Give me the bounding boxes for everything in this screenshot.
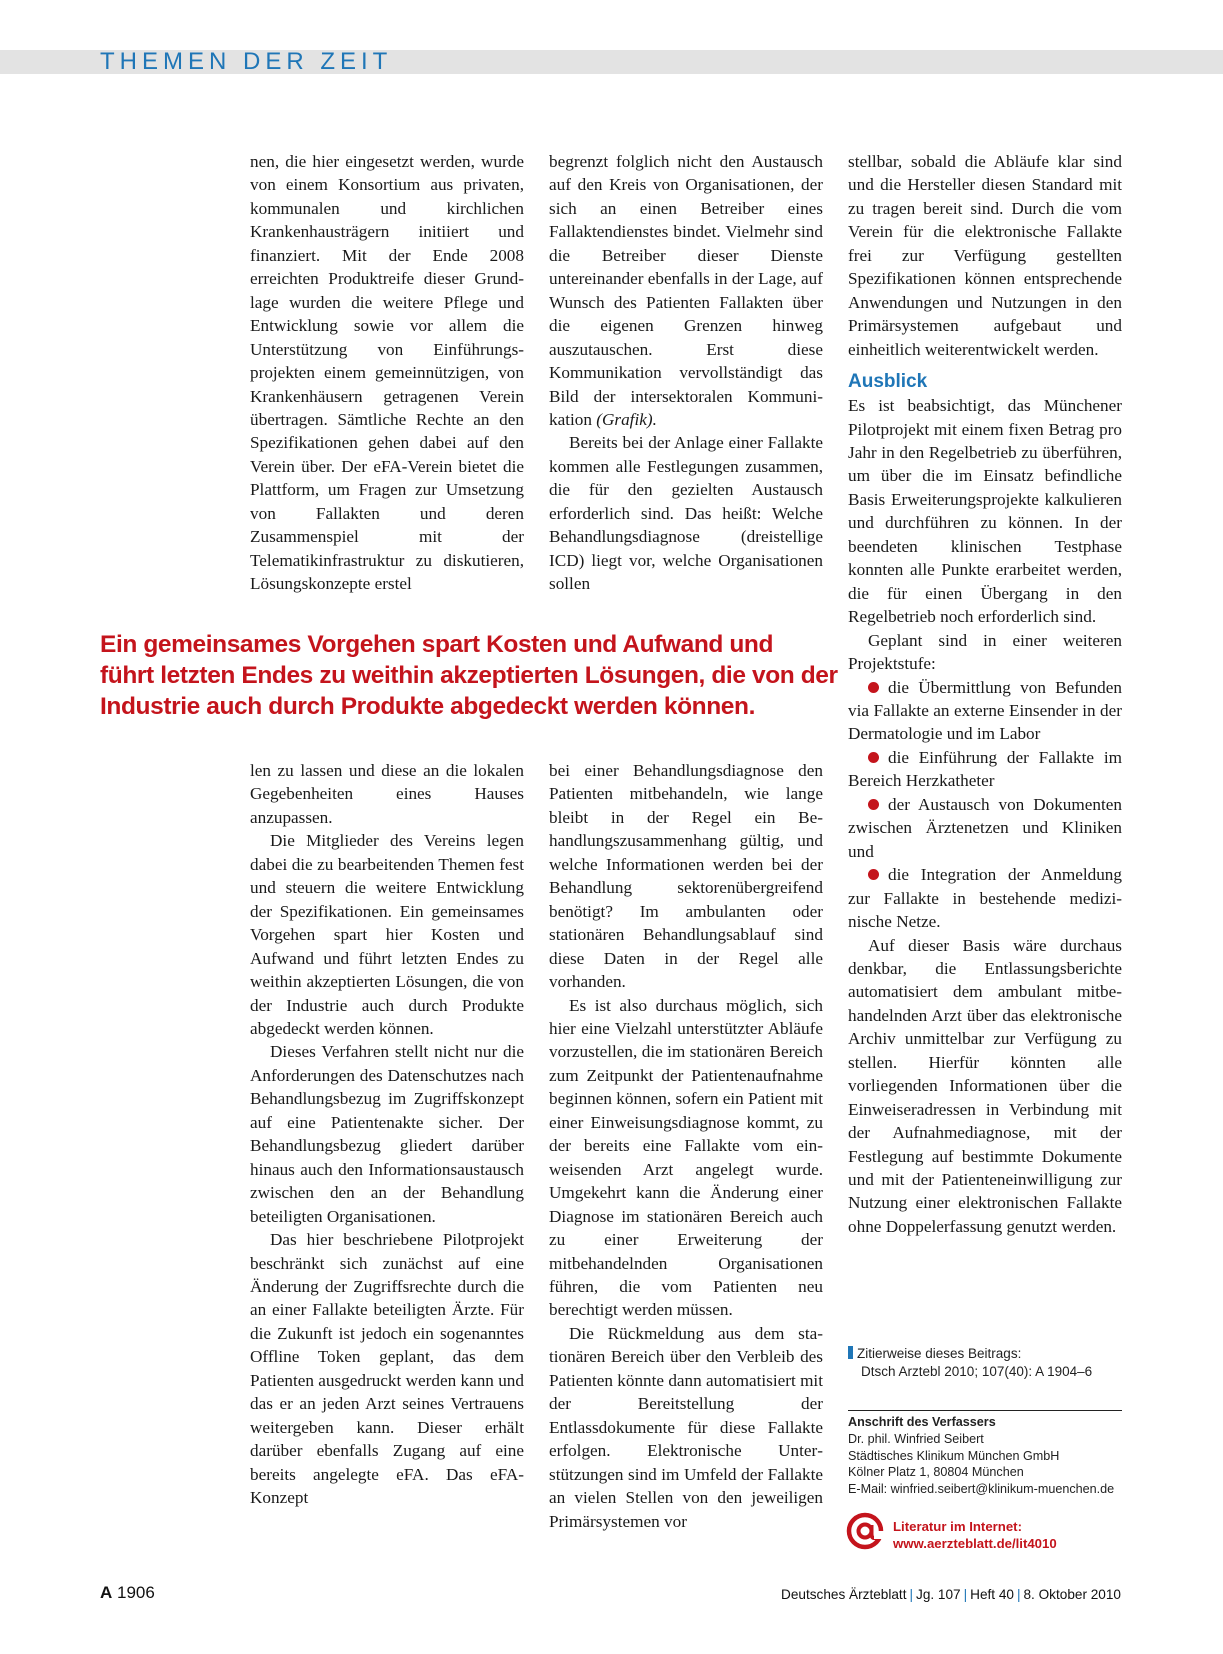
bullet-item: [848, 863, 1122, 933]
literature-link[interactable]: [893, 1518, 1057, 1552]
column-1-bottom: [250, 759, 524, 1510]
column-2-bottom: [549, 759, 823, 1533]
column-3: [848, 150, 1122, 1238]
paragraph: Das hier beschriebene Pilotprojekt beschränkt sich zunächst auf eine Änderung der Zugriffsrechte durch die an einer Fallakte beteiligten Ärzte. Für die Zukunft ist jedoch ein sogenanntes Offline Token geplant, das dem Patienten ausgedruckt werden kann und das er an jeden Arzt seines Vertrauens weitergeben kann. Dieser erhält darüber ebenfalls Zugang auf eine bereits angelegte eFA. Das eFA-Konzept: [250, 1230, 524, 1508]
paragraph: [549, 150, 823, 431]
journal-date: 8. Oktober 2010: [1023, 1587, 1121, 1602]
paragraph: stellbar, sobald die Abläufe klar sind und die Hersteller diesen Standard mit zu tragen bereit sind. Durch die vom Verein für die elektronische Fallakte frei zur Verfügung gestellten Spezifikationen können entsprechende Anwendungen und Nutzungen in den Primärsystemen aufgebaut und einheitlich weiterentwickelt werden.: [848, 152, 1122, 359]
footer-journal-info: [781, 1586, 1121, 1604]
separator: |: [963, 1587, 968, 1602]
page-number: [100, 1583, 155, 1603]
page-prefix: A: [100, 1583, 113, 1602]
column-1-top: [250, 150, 524, 596]
journal-name: Deutsches Ärzteblatt: [781, 1587, 907, 1602]
citation-reference: Dtsch Arztebl 2010; 107(40): A 1904–6: [861, 1364, 1093, 1379]
bullet-list: [848, 676, 1122, 934]
journal-issue: Heft 40: [970, 1587, 1014, 1602]
paragraph: bei einer Behandlungsdiagnose den Patienten mitbehandeln, wie lange bleibt in der Regel ein Behandlungszusammenhang gültig, und welche Informationen werden bei der Behandlung sektorenübergreifend benötigt? Im ambulanten oder stationären Behandlungsablauf sind diese Daten in der Regel alle vorhanden.: [549, 761, 823, 992]
author-email[interactable]: E-Mail: winfried.seibert@klinikum-muenchen.de: [848, 1482, 1115, 1497]
bullet-text: die Einführung der Fallakte im Bereich Herzkatheter: [848, 747, 1122, 791]
paragraph: Bereits bei der Anlage einer Fallakte kommen alle Festlegungen zusammen, die für den gezielten Austausch erforderlich sind. Das heißt: Welche Behandlungsdiagnose (dreistellige ICD) liegt vor, welche Organisationen sollen: [549, 433, 823, 594]
literature-url[interactable]: www.aerzteblatt.de/lit4010: [893, 1536, 1057, 1551]
pull-quote-line: Ein gemeinsames Vorgehen spart Kosten und Aufwand und: [100, 631, 774, 658]
bullet-text: der Austausch von Dokumenten zwischen Ärztenetzen und Kliniken und: [848, 794, 1122, 861]
citation-label: Zitierweise dieses Beitrags:: [857, 1346, 1022, 1361]
literature-label: Literatur im Internet:: [893, 1519, 1022, 1534]
bullet-dot-icon: [868, 799, 879, 810]
author-line: Kölner Platz 1, 80804 München: [848, 1465, 1024, 1480]
paragraph: Es ist beabsichtigt, das Münchener Pilotprojekt mit einem fixen Betrag pro Jahr in den Regelbetrieb zu überführen, um über die im Einsatz befindliche Basis Erweiterungsprojekte kalkulieren und durchführen zu können. In der beendeten klinischen Testphase konnten alle Punkte erarbeitet werden, die für einen Übergang in den Regelbetrieb noch erforderlich sind.: [848, 396, 1122, 627]
page-number-value: 1906: [117, 1583, 155, 1602]
bullet-item: [848, 746, 1122, 793]
paragraph: Dieses Verfahren stellt nicht nur die Anforderungen des Datenschutzes nach Behandlungsbezug im Zugriffskonzept auf eine Patientenakte sicher. Der Behandlungsbezug gliedert darüber hinaus auch den Informationsaustausch zwischen den an der Behandlung beteiligten Organisationen.: [250, 1042, 524, 1226]
subheading-ausblick: Ausblick: [848, 371, 928, 393]
bullet-item: [848, 793, 1122, 863]
bullet-text: die Integration der Anmeldung zur Fallakte in bestehende medizinische Netze.: [848, 865, 1122, 932]
citation: [848, 1345, 1128, 1381]
author-heading: Anschrift des Verfassers: [848, 1415, 996, 1429]
author-line: Dr. phil. Winfried Seibert: [848, 1431, 984, 1446]
divider: [848, 1410, 1122, 1411]
paragraph: Auf dieser Basis wäre durchaus denkbar, die Entlassungsberichte automatisiert dem ambulant mitbehandelnden Arzt über das elektronische Archiv unmittelbar zur Verfügung zu stellen. Hierfür könnten alle vorliegenden Informationen über die Einweiseradressen in Verbindung mit der Aufnahmediagnose, mit der Festlegung auf bestimmte Dokumente und mit der Patienteneinwilligung zur Nutzung einer elektronischen Fallakte ohne Doppelerfassung genutzt werden.: [848, 935, 1122, 1236]
bullet-dot-icon: [868, 682, 879, 693]
pull-quote: [100, 629, 838, 722]
paragraph: Geplant sind in einer weiteren Projektstufe:: [848, 630, 1122, 674]
citation-marker: [848, 1346, 853, 1359]
paragraph: Die Rückmeldung aus dem stationären Bereich über den Verbleib des Patienten könnte dann automatisiert mit der Bereitstellung der Entlassdokumente für diese Fallakte erfolgen. Elektronische Unterstützungen sind im Umfeld der Fallakte an vielen Stellen von den jeweiligen Primärsystemen vor: [549, 1323, 823, 1531]
paragraph: nen, die hier eingesetzt werden, wurde von einem Konsortium aus privaten, kommunalen und kirchlichen Krankenhausträgern initiiert und finanziert. Mit der Ende 2008 erreichten Produktreife dieser Grundlage wurden die weitere Pflege und Entwicklung sowie vor allem die Unterstützung von Einführungsprojekten einem gemeinnützigen, von Krankenhäusern getragenen Verein übertragen. Sämtliche Rechte an den Spezifikationen gehen dabei auf den Verein über. Der eFA-Verein bietet die Plattform, um Fragen zur Umsetzung von Fallakten und deren Zusammenspiel mit der Telematikinfrastruktur zu diskutieren, Lösungskonzepte erstel: [250, 152, 524, 594]
author-line: Städtisches Klinikum München GmbH: [848, 1448, 1060, 1463]
paragraph-text: begrenzt folglich nicht den Austausch auf den Kreis von Organisationen, der sich an einen Betreiber eines Fallaktendienstes bindet. Vielmehr sind die Betreiber dieser Dienste untereinander ebenfalls in der Lage, auf Wunsch des Patienten Fallakten über die eigenen Grenzen hinweg auszutauschen. Erst diese Kommunikation vervollständigt das Bild der intersektoralen Kommunikation: [549, 152, 823, 429]
paragraph: len zu lassen und diese an die lokalen Gegebenheiten eines Hauses anzupassen.: [250, 761, 524, 827]
pull-quote-line: führt letzten Endes zu weithin akzeptierten Lösungen, die von der: [100, 662, 838, 689]
bullet-dot-icon: [868, 752, 879, 763]
author-address: [848, 1414, 1128, 1498]
journal-volume: Jg. 107: [916, 1587, 961, 1602]
figure-reference: (Grafik).: [596, 409, 657, 429]
bullet-text: die Übermittlung von Befunden via Fallakte an externe Einsender in der Dermatologie und im Labor: [848, 677, 1122, 744]
separator: |: [909, 1587, 914, 1602]
at-sign-icon: [845, 1511, 885, 1551]
paragraph: Die Mitglieder des Vereins legen dabei die zu bearbeitenden Themen fest und steuern die weitere Entwicklung der Spezifikationen. Ein gemeinsames Vorgehen spart hier Kosten und Aufwand und führt letzten Endes zu weithin akzeptierten Lösungen, die von der Industrie auch durch Produkte abgedeckt werden können.: [250, 831, 524, 1038]
column-2-top: [549, 150, 823, 596]
section-title: THEMEN DER ZEIT: [100, 48, 393, 75]
paragraph: Es ist also durchaus möglich, sich hier eine Vielzahl unterstützter Abläufe vorzustellen, die im stationären Bereich zum Zeitpunkt der Patientenaufnahme beginnen können, sofern ein Patient mit einer Einweisungsdiagnose kommt, zu der bereits eine Fallakte vom einweisenden Arzt angelegt wurde. Umgekehrt kann die Änderung einer Diagnose im stationären Bereich auch zu einer Erweiterung der mitbehandelnden Organisationen führen, die vom Patienten neu berechtigt werden müssen.: [549, 995, 823, 1320]
separator: |: [1016, 1587, 1021, 1602]
bullet-dot-icon: [868, 869, 879, 880]
pull-quote-line: Industrie auch durch Produkte abgedeckt werden können.: [100, 693, 755, 720]
bullet-item: [848, 676, 1122, 746]
